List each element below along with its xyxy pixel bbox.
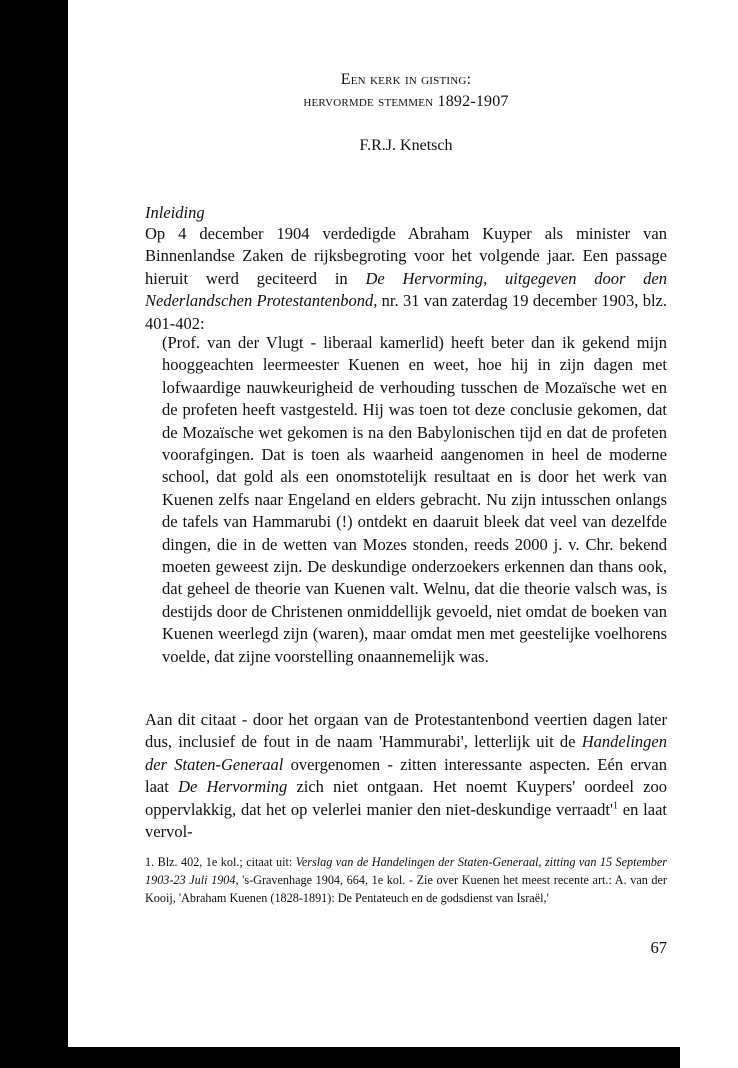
title-line-2: hervormde stemmen 1892-1907 — [303, 93, 509, 110]
footnote-text-2: , 's-Gravenhage 1904, 664, 1e kol. - Zie over Kuenen het meest recente art.: A. van der Kooij, 'Abraham Kuenen (1828-1891): De Pentateuch en de godsdienst van Israël,' — [145, 873, 667, 905]
title-line-1: Een kerk in gisting: — [340, 71, 472, 88]
page-number: 67 — [650, 938, 667, 957]
article-title — [145, 69, 667, 113]
intro-italic-title: De Hervorming, uitgegeven door den Nederlandschen Protestantenbond — [145, 268, 667, 311]
body-text-3: zich niet ontgaan. Het noemt Kuypers' oordeel zoo oppervlakkig, dat het op velerlei manier den niet-deskundige verraadt' — [145, 777, 667, 819]
intro-text-2: , nr. 31 van zaterdag 19 december 1903, blz. 401-402: — [145, 291, 668, 333]
body-text-2: overgenomen - zitten interessante aspecten. Eén ervan laat — [145, 754, 667, 797]
body-text-4: en laat vervol- — [145, 799, 667, 842]
author: F.R.J. Knetsch — [359, 137, 453, 154]
section-heading: Inleiding — [145, 203, 205, 222]
footnote-italic: Verslag van de Handelingen der Staten-Generaal, zitting van 15 September 1903-23 Juli 1904 — [145, 855, 667, 887]
scan-border-bottom — [0, 1047, 680, 1068]
scan-border-left — [0, 0, 68, 1068]
body-italic-1: Handelingen der Staten-Generaal — [145, 732, 667, 774]
footnote-marker[interactable]: 1 — [612, 800, 618, 812]
block-quote: (Prof. van der Vlugt - liberaal kamerlid) heeft beter dan ik gekend mijn hooggeachten leermeester Kuenen en weet, hoe hij in zijn dagen met lofwaardige nauwkeurigheid de verhouding tusschen de Mozaïsche wet en de profeten heeft vastgesteld. Hij was toen tot deze conclusie gekomen, dat de Mozaïsche wet gekomen is na den Babylonischen tijd en dat de profeten voorafgingen. Dat is toen als waarheid aangenomen in heel de moderne school, dat gold als een onomstotelijk resultaat en is door het werk van Kuenen zelfs naar Engeland en elders gebracht. Nu zijn intusschen onlangs de tafels van Hammarubi (!) ontdekt en daaruit bleek dat veel van dezelfde dingen, die in de wetten van Mozes stonden, reeds 2000 j. v. Chr. bekend moeten geweest zijn. De deskundige onderzoekers erkennen dan thans ook, dat geheel de theorie van Kuenen valt. Welnu, dat die theorie valsch was, is destijds door de Christenen onmiddellijk gevoeld, niet omdat de boeken van Kuenen weerlegd zijn (waren), maar omdat men met geestelijke voelhorens voelde, dat zijne voorstelling onaannemelijk was. — [162, 333, 667, 666]
intro-text-1: Op 4 december 1904 verdedigde Abraham Kuyper als minister van Binnenlandse Zaken de rijksbegroting voor het volgende jaar. Een passage hieruit werd geciteerd in — [145, 224, 667, 288]
intro-paragraph — [145, 223, 667, 335]
footnote — [145, 853, 667, 907]
body-paragraph — [145, 709, 667, 843]
body-italic-2: De Hervorming — [178, 777, 288, 797]
body-text-1: Aan dit citaat - door het orgaan van de Protestantenbond veertien dagen later dus, inclusief de fout in de naam 'Hammurabi', letterlijk uit de — [145, 710, 667, 752]
footnote-text-1: 1. Blz. 402, 1e kol.; citaat uit: — [145, 855, 296, 869]
